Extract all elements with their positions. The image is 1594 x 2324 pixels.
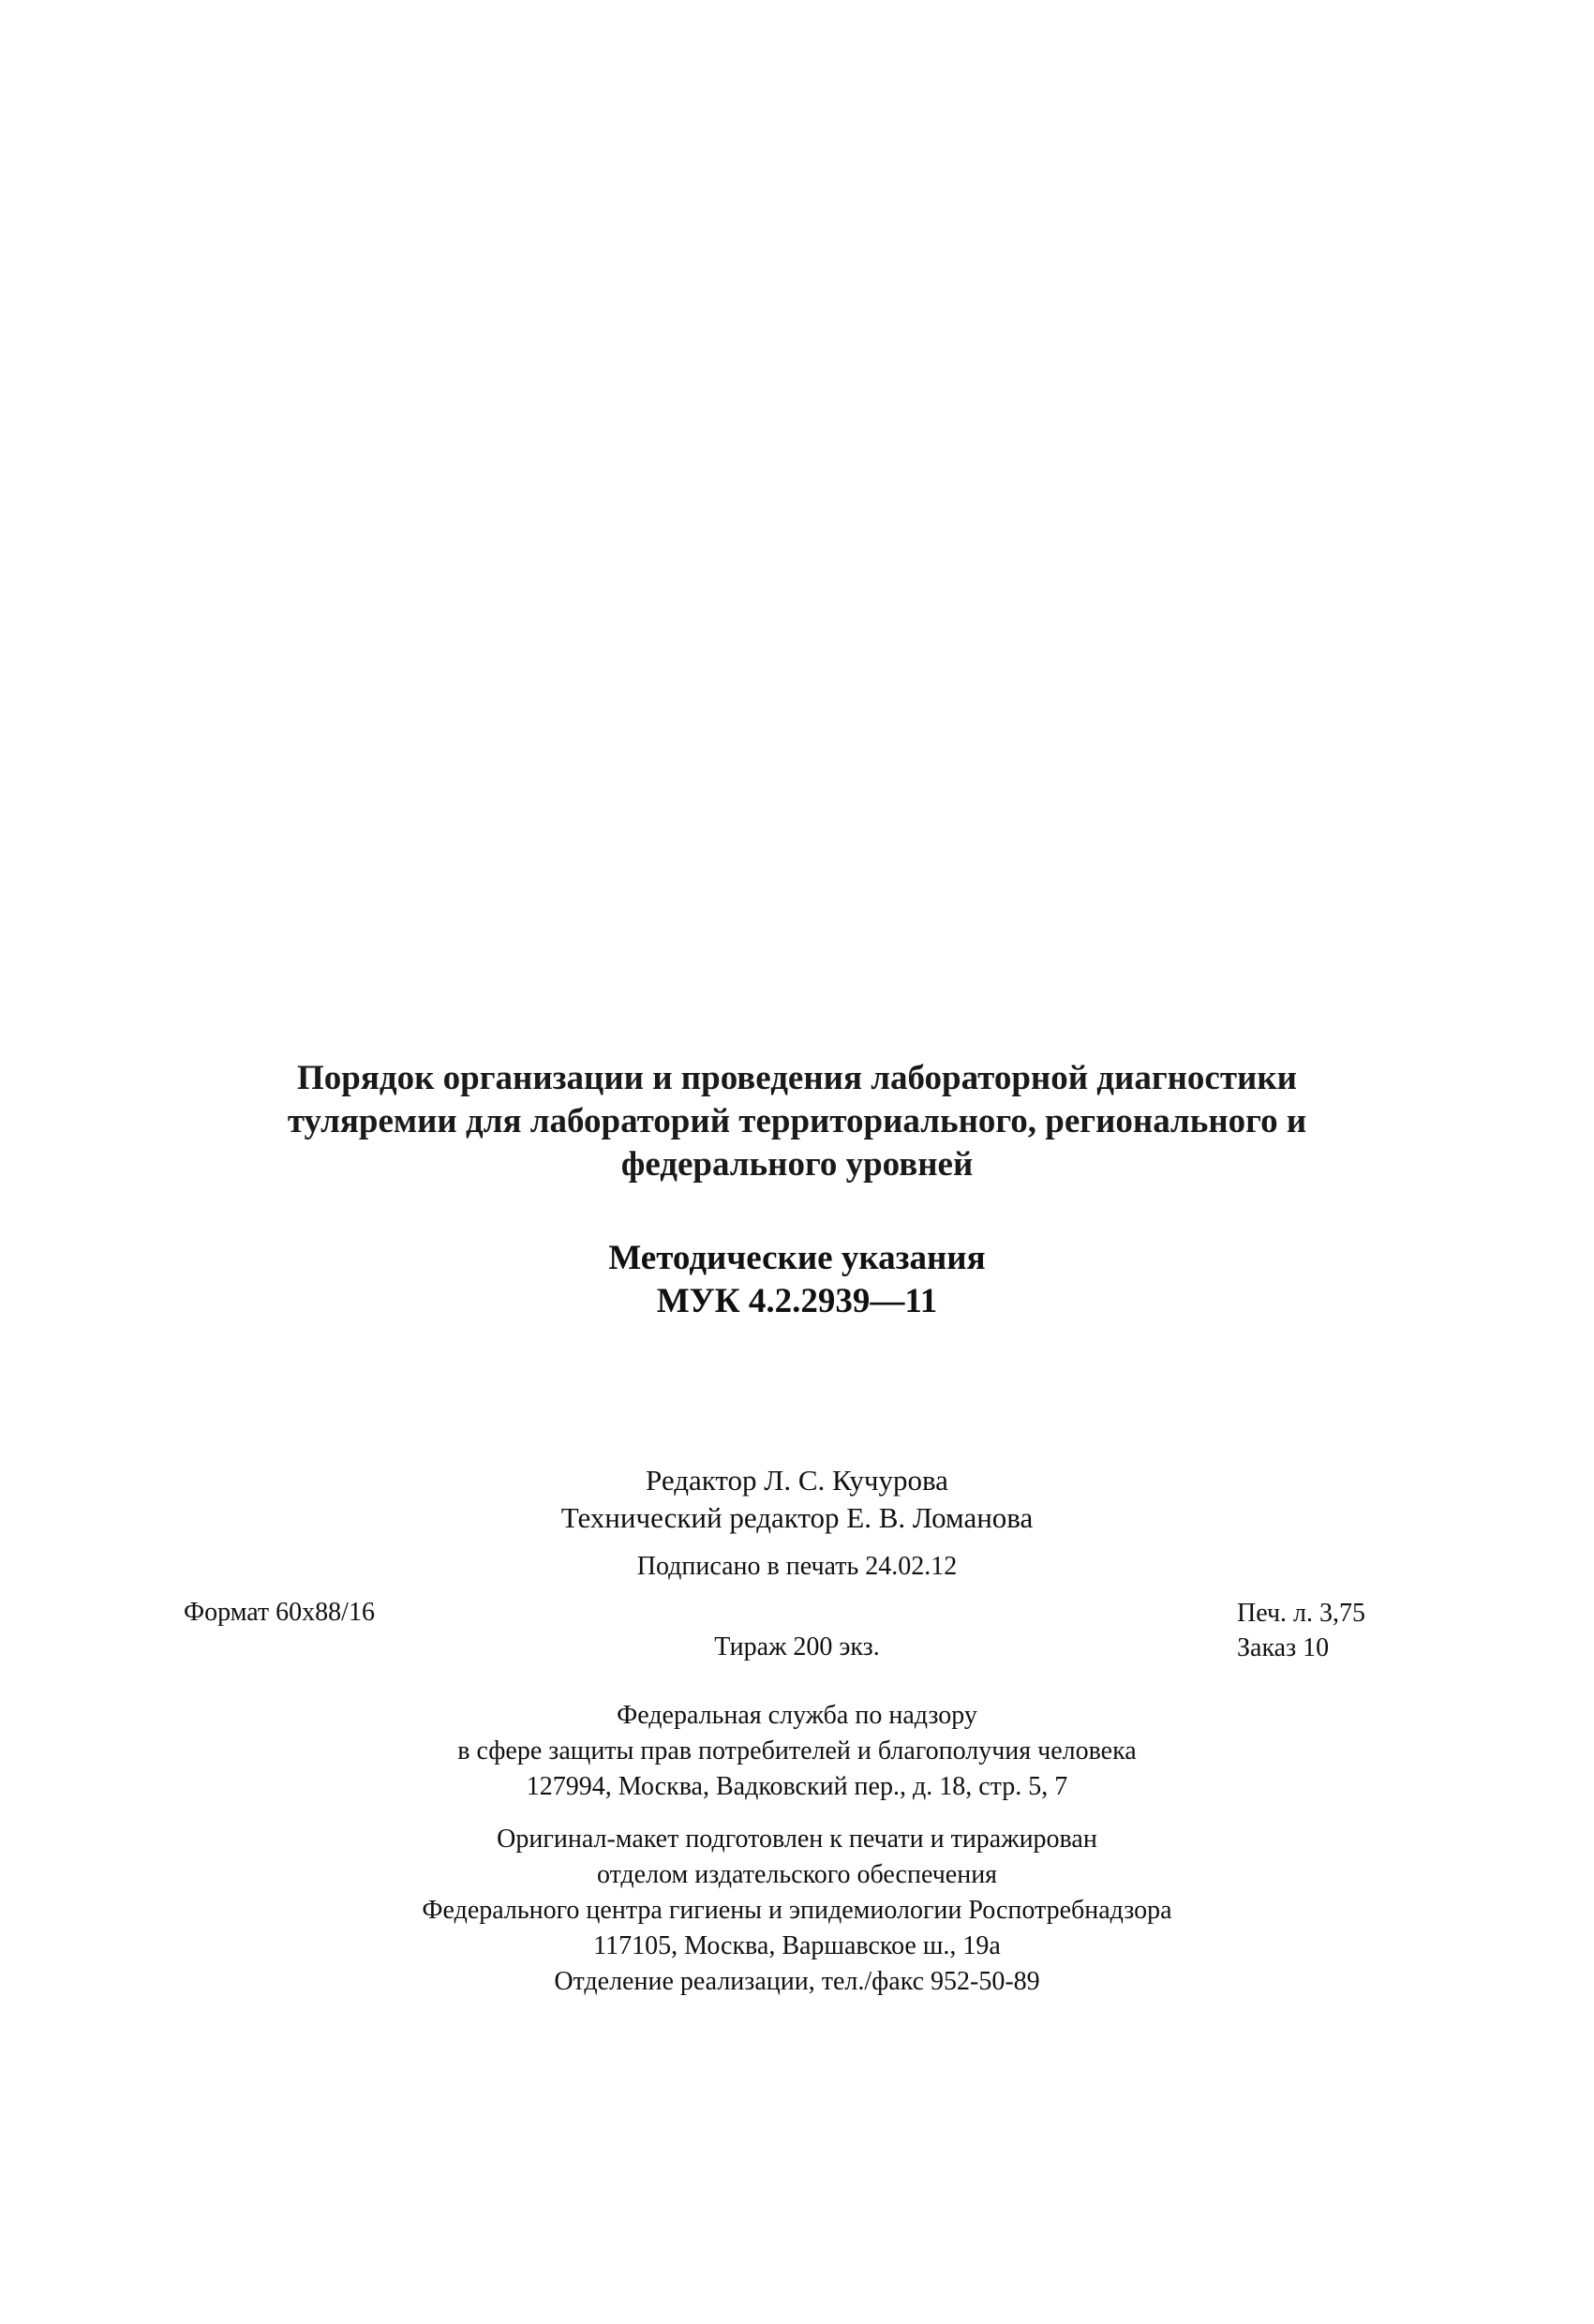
title-line-1: Порядок организации и проведения лабораторной диагностики (296, 1059, 1297, 1097)
signed-for-print: Подписано в печать 24.02.12 (636, 1552, 958, 1581)
printing-line-3: Федерального центра гигиены и эпидемиологии Роспотребнадзора (422, 1896, 1172, 1925)
document-title (0, 1057, 1594, 1186)
printed-sheets: Печ. л. 3,75 (1237, 1599, 1366, 1628)
imprint-right-column (1237, 1596, 1365, 1665)
technical-editor: Технический редактор Е. В. Ломанова (560, 1501, 1034, 1534)
printing-address: 117105, Москва, Варшавское ш., 19а (593, 1931, 1001, 1960)
document-code: МУК 4.2.2939—11 (656, 1282, 938, 1320)
editorial-credits (0, 1462, 1594, 1537)
publisher-line-2: в сфере защиты прав потребителей и благополучия человека (457, 1736, 1137, 1765)
editor: Редактор Л. С. Кучурова (646, 1464, 948, 1497)
publisher-line-1: Федеральная служба по надзору (617, 1701, 977, 1730)
order-number: Заказ 10 (1237, 1633, 1330, 1662)
publisher-info (0, 1698, 1594, 1805)
publisher-address: 127994, Москва, Вадковский пер., д. 18, стр. 5, 7 (526, 1772, 1068, 1801)
printing-info (0, 1822, 1594, 2000)
printing-line-1: Оригинал-макет подготовлен к печати и тиражирован (497, 1825, 1097, 1854)
print-run: Тираж 200 экз. (714, 1632, 880, 1661)
paper-format: Формат 60x88/16 (184, 1598, 375, 1627)
document-subtitle (0, 1237, 1594, 1323)
title-line-2: туляремии для лабораторий территориального, регионального и (287, 1102, 1307, 1140)
title-line-3: федерального уровней (620, 1145, 974, 1184)
printing-line-2: отделом издательского обеспечения (596, 1860, 998, 1889)
document-type: Методические указания (608, 1239, 986, 1277)
sales-department: Отделение реализации, тел./факс 952-50-89 (554, 1967, 1040, 1996)
